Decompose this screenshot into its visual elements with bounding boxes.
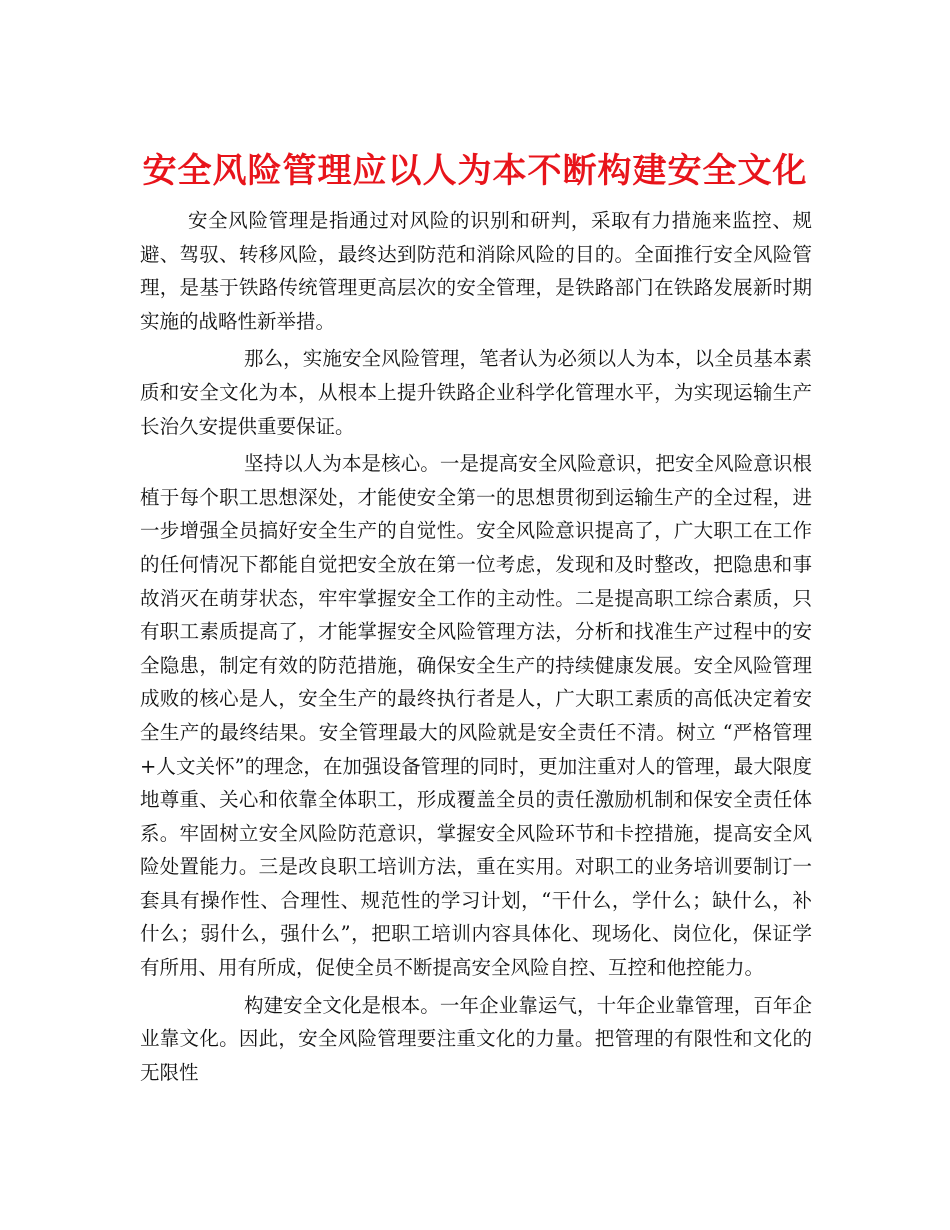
paragraph-2: 那么，实施安全风险管理，笔者认为必须以人为本，以全员基本素质和安全文化为本，从根本上提升铁路企业科学化管理水平，为实现运输生产长治久安提供重要保证。 bbox=[140, 347, 812, 438]
paragraph-3: 坚持以人为本是核心。一是提高安全风险意识，把安全风险意识根植于每个职工思想深处，才能使安全第一的思想贯彻到运输生产的全过程，进一步增强全员搞好安全生产的自觉性。安全风险意识提高了，广大职工在工作的任何情况下都能自觉把安全放在第一位考虑，发现和及时整改，把隐患和事故消灭在萌芽状态，牢牢掌握安全工作的主动性。二是提高职工综合素质，只有职工素质提高了，才能掌握安全风险管理方法，分析和找准生产过程中的安全隐患，制定有效的防范措施，确保安全生产的持续健康发展。安全风险管理成败的核心是人，安全生产的最终执行者是人，广大职工素质的高低决定着安全生产的最终结果。安全管理最大的风险就是安全责任不清。树立 “严格管理+人文关怀”的理念，在加强设备管理的同时，更加注重对人的管理，最大限度地尊重、关心和依靠全体职工，形成覆盖全员的责任激励机制和保安全责任体系。牢固树立安全风险防范意识，掌握安全风险环节和卡控措施，提高安全风险处置能力。三是改良职工培训方法，重在实用。对职工的业务培训要制订一套具有操作性、合理性、规范性的学习计划，“干什么，学什么；缺什么，补什么；弱什么，强什么”，把职工培训内容具体化、现场化、岗位化，保证学有所用、用有所成，促使全员不断提高安全风险自控、互控和他控能力。 bbox=[140, 452, 812, 980]
paragraph-4: 构建安全文化是根本。一年企业靠运气，十年企业靠管理，百年企业靠文化。因此，安全风险管理要注重文化的力量。把管理的有限性和文化的无限性 bbox=[140, 993, 812, 1084]
document-title: 安全风险管理应以人为本不断构建安全文化 bbox=[142, 150, 808, 191]
paragraph-1: 安全风险管理是指通过对风险的识别和研判，采取有力措施来监控、规避、驾驭、转移风险，最终达到防范和消除风险的目的。全面推行安全风险管理，是基于铁路传统管理更高层次的安全管理，是铁路部门在铁路发展新时期实施的战略性新举措。 bbox=[140, 209, 812, 333]
document-body bbox=[140, 204, 812, 1093]
